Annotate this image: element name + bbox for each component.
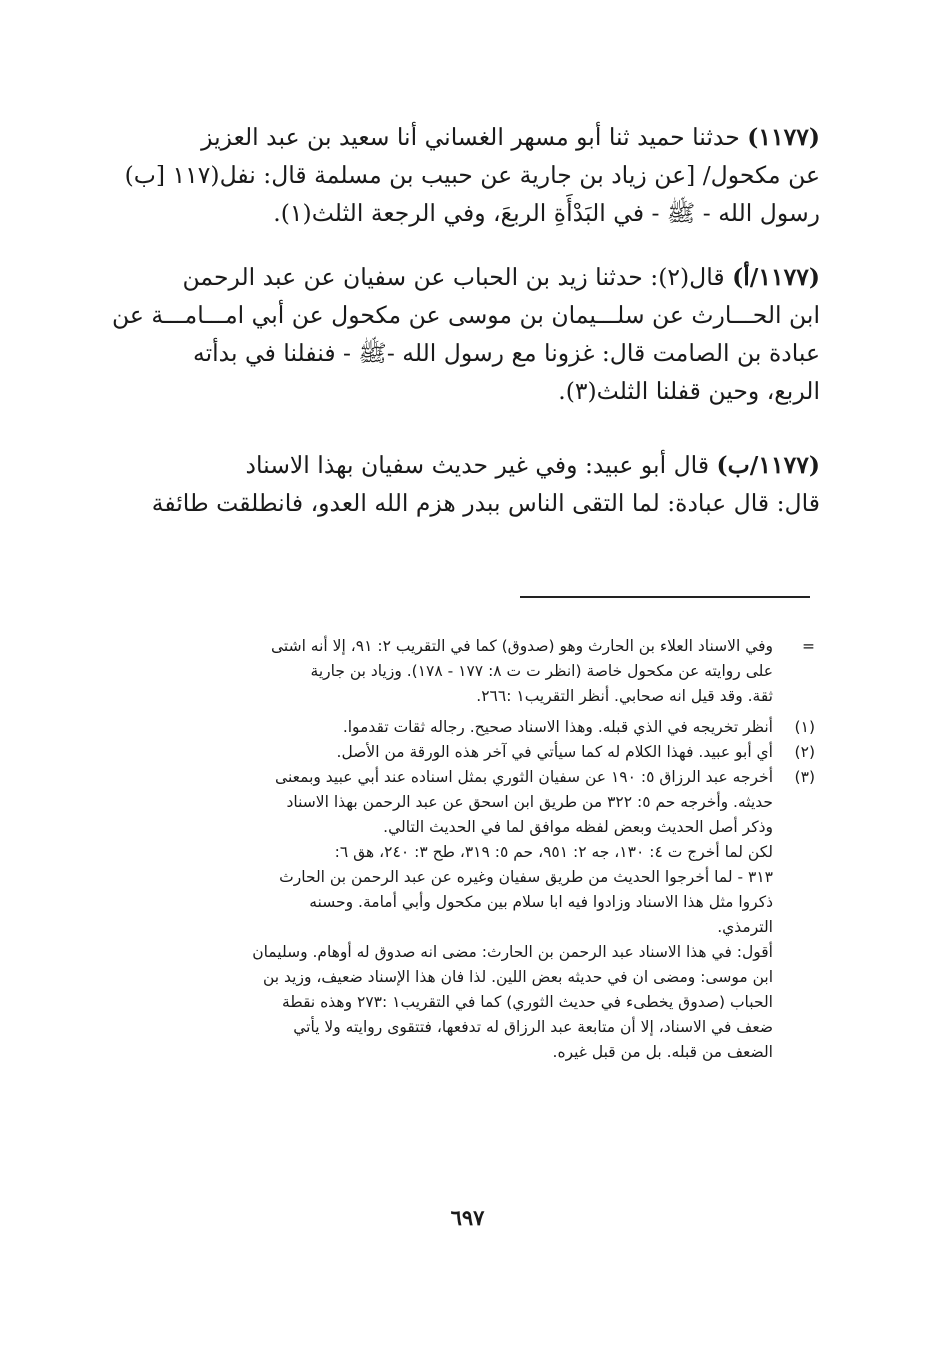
footnote-line: ضعف في الاسناد، إلا أن متابعة عبد الرزاق له تدفعها، فتتقوى روايته ولا يأتي [293,1018,773,1036]
footnote-mark: (١) [794,718,815,736]
footnote-line: أنظر تخريجه في الذي قبله. وهذا الاسناد صحيح. رجاله ثقات تقدموا. [342,718,773,736]
hadith-line: قال: قال عبادة: لما التقى الناس ببدر هزم الله العدو، فانطلقت طائفة [151,489,820,517]
footnote-separator [520,596,810,598]
footnote-mark: (٢) [794,743,815,761]
footnote-line: وذكر أصل الحديث وبعض لفظه موافق لما في الحديث التالي. [383,818,773,836]
footnote-mark: = [802,637,815,655]
hadith-line [20,258,820,296]
hadith-1177 [20,118,820,232]
page-number: ٦٩٧ [450,1205,485,1230]
hadith-1177-b [20,446,820,522]
footnote-3 [140,765,815,1065]
hadith-line: ابن الحـــارث عن سلـــيمان بن موسى عن مكحول عن أبي امـــامـــة عن [112,301,820,329]
footnote-line: وفي الاسناد العلاء بن الحارث وهو (صدوق) كما في التقريب ٢: ٩١، إلا أنه اشتى [270,637,773,655]
hadith-text: قال أبو عبيد: وفي غير حديث سفيان بهذا الاسناد [245,451,710,479]
hadith-line: عبادة بن الصامت قال: غزونا مع رسول الله -ﷺ - فنفلنا في بدأته [193,339,820,367]
hadith-text: قال(٢): حدثنا زيد بن الحباب عن سفيان عن عبد الرحمن [182,263,725,291]
footnote-line: الحباب (صدوق يخطىء في حديث الثوري) كما في التقريب١ :٢٧٣ وهذه نقطة [282,993,773,1011]
hadith-text: حدثنا حميد ثنا أبو مسهر الغساني أنا سعيد بن عبد العزيز [201,123,740,151]
footnote-continuation [140,634,815,709]
footnote-line: حديثه. وأخرجه حم ٥: ٣٢٢ من طريق ابن اسحق عن عبد الرحمن بهذا الاسناد [286,793,773,811]
hadith-number: (١١٧٧/ب) [716,451,820,479]
footnote-line: ابن موسى: ومضى ان في حديثه بعض اللين. لذا فان هذا الإسناد ضعيف، وزيد بن [263,968,773,986]
hadith-number: (١١٧٧/أ) [732,263,820,291]
footnote-line: أقول: في هذا الاسناد عبد الرحمن بن الحارث: مضى انه صدوق له أوهام. وسليمان [252,943,773,961]
hadith-1177-a [20,258,820,410]
hadith-number: (١١٧٧) [747,123,820,151]
footnote-line: ثقة. وقد قيل انه صحابي. أنظر التقريب١ :٢٦٦. [476,687,773,705]
footnote-line: لكن لما أخرج ت ٤: ١٣٠، جه ٢: ٩٥١، حم ٥: ٣١٩، طح ٣: ٢٤٠، هق ٦: [334,843,773,861]
footnote-2 [140,740,815,765]
footnotes [140,634,815,1065]
footnote-mark: (٣) [794,768,815,786]
hadith-line: رسول الله - ﷺ - في البَدْأَةِ الربعَ، وفي الرجعة الثلث(١). [273,199,820,227]
footnote-line: على روايته عن مكحول خاصة (انظر ت ت ٨: ١٧٧ - ١٧٨). وزياد بن جارية [310,662,773,680]
hadith-line [20,118,820,156]
footnote-line: أخرجه عبد الرزاق ٥: ١٩٠ عن سفيان الثوري بمثل اسناده عند أبي عبيد وبمعنى [275,768,773,786]
footnote-line: ذكروا مثل هذا الاسناد وزادوا فيه ابا سلام بين مكحول وأبي أمامة. وحسنه [309,893,773,911]
hadith-line: الربع، وحين قفلنا الثلث(٣). [558,377,820,405]
footnote-line: الضعف من قبله. بل من قبل غيره. [552,1043,773,1061]
hadith-line [20,446,820,484]
footnote-1 [140,715,815,740]
footnote-line: أي أبو عبيد. فهذا الكلام له كما سيأتي في آخر هذه الورقة من الأصل. [336,743,773,761]
hadith-line: عن مكحول/ [عن زياد بن جارية عن حبيب بن مسلمة قال: نفل(١١٧ [ب) [124,161,820,189]
footnote-line: ٣١٣ - لما أخرجوا الحديث من طريق سفيان وغيره عن عبد الرحمن بن الحارث [279,868,773,886]
footnote-line: الترمذي. [717,918,773,936]
